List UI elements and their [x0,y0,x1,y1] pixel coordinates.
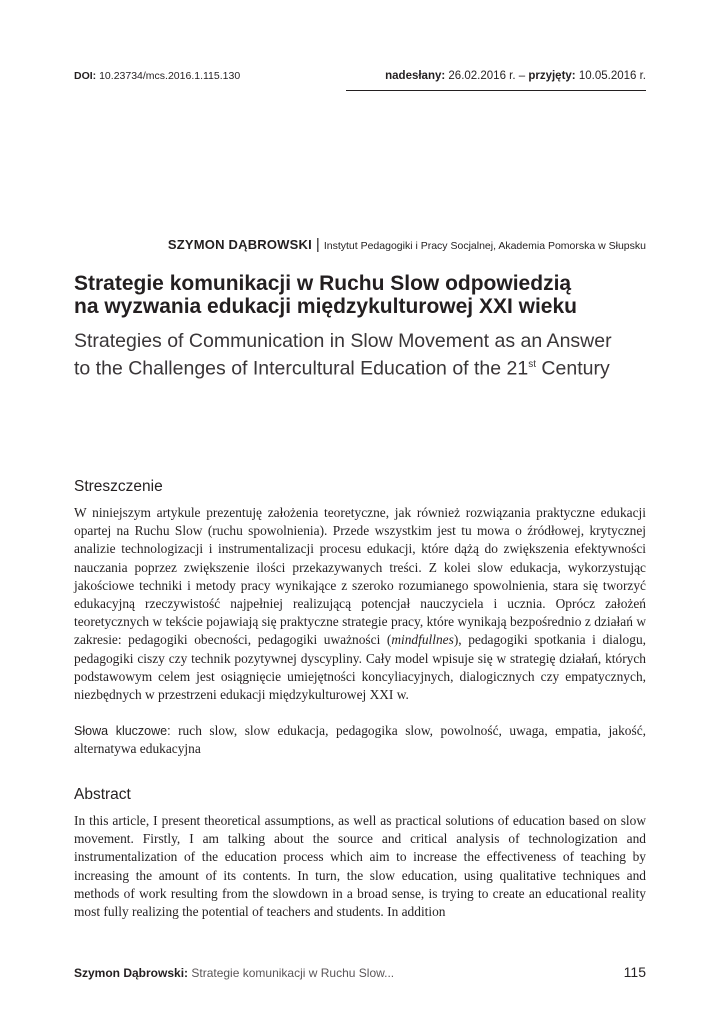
submitted-label: nadesłany: [385,70,446,82]
submitted-date: 26.02.2016 r. – [448,70,526,82]
keywords [74,722,646,758]
streszczenie-text-part-2: ), pedagogiki spotkania i dialogu, pedagogiki ciszy czy technik pozytywnej dyscypliny. Cały model wpisuje się w strategię działań, których podstawowym celem jest osiągnięcie umiejętności koncyliacyjnych, dialogicznych czy empatycznych, niezbędnych w przestrzeni edukacji międzykulturowej XXI w. [74,632,646,703]
abstract-text: In this article, I present theoretical assumptions, as well as practical solutions of education based on slow movement. Firstly, I am talking about the source and critical analysis of technologization and instrumentalization of the education process which aim to increase the effectiveness of teaching by increasing the amount of its contents. In turn, the slow education, using qualitative techniques and methods of work resulting from the slowdown in a broad sense, is trying to create an educational reality most fully realizing the potential of teachers and students. In addition [74,813,646,920]
author-name: SZYMON DĄBROWSKI [167,237,312,252]
title-english-line-2 [74,353,674,381]
title-english-line-2-end: Century [536,357,610,380]
doi-value: 10.23734/mcs.2016.1.115.130 [99,70,241,82]
keywords-list: ruch slow, slow edukacja, pedagogika slow, powolność, uwaga, empatia, jakość, alternatywa edukacyjna [74,723,646,757]
streszczenie-heading: Streszczenie [74,478,163,495]
title-polish-line-1: Strategie komunikacji w Ruchu Slow odpowiedzią [74,272,572,295]
streszczenie-italic-term: mindfullnes [391,632,454,648]
header-rule [346,90,646,91]
abstract-heading: Abstract [74,786,131,803]
accepted-date: 10.05.2016 r. [578,70,646,82]
title-english-line-1: Strategies of Communication in Slow Movement as an Answer [74,330,612,352]
footer-author: Szymon Dąbrowski: [74,966,189,980]
streszczenie-text [74,504,646,704]
title-polish-line-2: na wyzwania edukacji międzykulturowej XXI wieku [74,295,577,318]
title-english-superscript: st [528,359,536,370]
doi [74,70,240,82]
title-polish [74,272,654,318]
streszczenie-text-part-1: W niniejszym artykule prezentuję założenia teoretyczne, jak również rozwiązania praktyczne edukacji opartej na Ruchu Slow (ruchu spowolnienia). Przede wszystkim jest tu mowa o źródłowej, krytycznej analizie technologizacji i instrumentalizacji procesu edukacji, które dążą do zwiększenia efektywności nauczania poprzez zwiększenie ilości przekazywanych treści. Z kolei slow edukacja, wykorzystując jakościowe techniki i metody pracy wynikające z szeroko rozumianego spowolnienia, stara się tworzyć edukacyjną rzeczywistość najpełniej realizującą potencjał nauczyciela i ucznia. Oprócz założeń teoretycznych w tekście pojawiają się praktyczne strategie pracy, które wynikają bezpośrednio z działań w zakresie: pedagogiki obecności, pedagogiki uważności ( [74,505,646,648]
footer-running-title: Strategie komunikacji w Ruchu Slow... [188,966,395,980]
author-affiliation: Instytut Pedagogiki i Pracy Socjalnej, Akademia Pomorska w Słupsku [323,240,646,252]
author-line [168,236,646,253]
running-footer [74,966,394,980]
author-separator: | [315,236,320,253]
doi-label: DOI: [74,70,97,82]
accepted-label: przyjęty: [528,70,576,82]
title-english [74,330,674,381]
title-english-line-2-main: to the Challenges of Intercultural Education of the 21 [74,357,529,380]
publication-dates [385,70,646,82]
keywords-label: Słowa kluczowe: [74,724,171,738]
page-header [74,70,646,92]
page-number: 115 [623,964,646,980]
